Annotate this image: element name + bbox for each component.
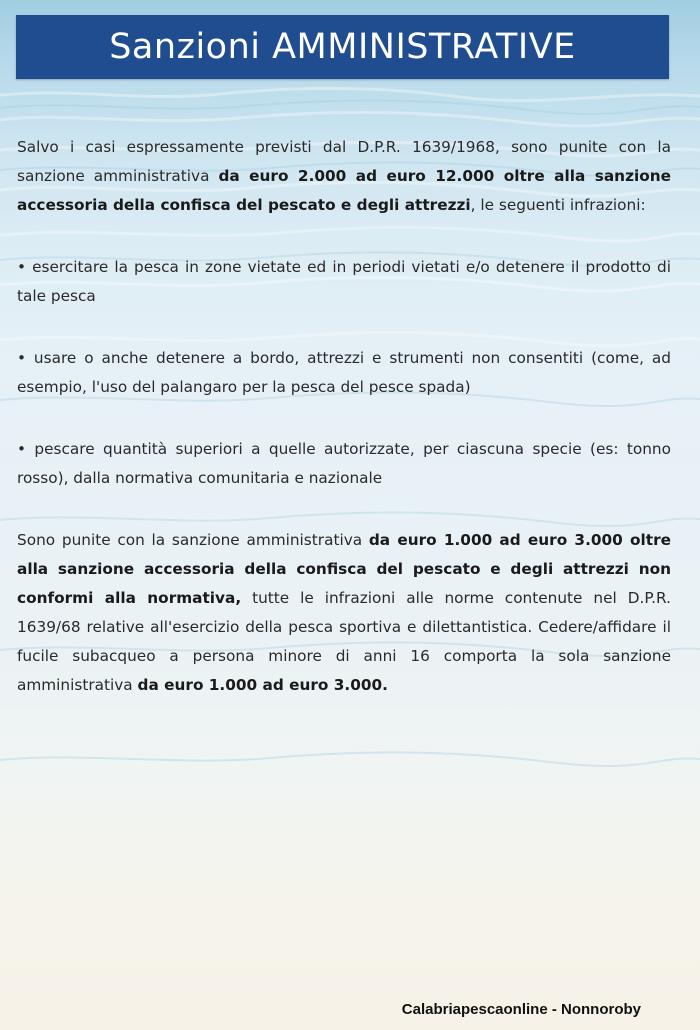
second-fine-amount-final: da euro 1.000 ad euro 3.000. [137,676,388,694]
intro-text-1: Salvo i casi espressamente previsti dal D.P.R. 1639/1968, sono punite con la sanzione amministrativa [17,138,671,185]
bullet-item-gear: • usare o anche detenere a bordo, attrezzi e strumenti non consentiti (come, ad esempio, l'uso del palangaro per la pesca del pesce spada) [17,349,671,396]
bullet-item-quantities: • pescare quantità superiori a quelle autorizzate, per ciascuna specie (es: tonno rosso), dalla normativa comunitaria e nazionale [17,440,671,487]
page-title: Sanzioni AMMINISTRATIVE [109,27,576,67]
second-text-2: tutte le infrazioni alle norme contenute nel D.P.R. 1639/68 relative all'esercizio della pesca sportiva e dilettantistica. Cedere/affidare il fucile subacqueo a persona minore di anni 16 comporta la sola sanzione amministrativa [17,589,671,694]
bullet-item-zones: • esercitare la pesca in zone vietate ed in periodi vietati e/o detenere il prodotto di tale pesca [17,258,671,305]
document-body [17,133,671,700]
second-paragraph [17,526,671,700]
intro-text-2: , le seguenti infrazioni: [470,196,646,214]
second-text-1: Sono punite con la sanzione amministrativa [17,531,369,549]
title-banner [16,15,669,79]
intro-fine-amount: da euro 2.000 ad euro 12.000 oltre alla sanzione accessoria della confisca del pescato e degli attrezzi [17,167,671,214]
source-credit: Calabriapescaonline - Nonnoroby [401,1001,641,1018]
intro-paragraph [17,133,671,220]
second-fine-amount: da euro 1.000 ad euro 3.000 oltre alla sanzione accessoria della confisca del pescato e degli attrezzi non conformi alla normativa, [17,531,671,607]
